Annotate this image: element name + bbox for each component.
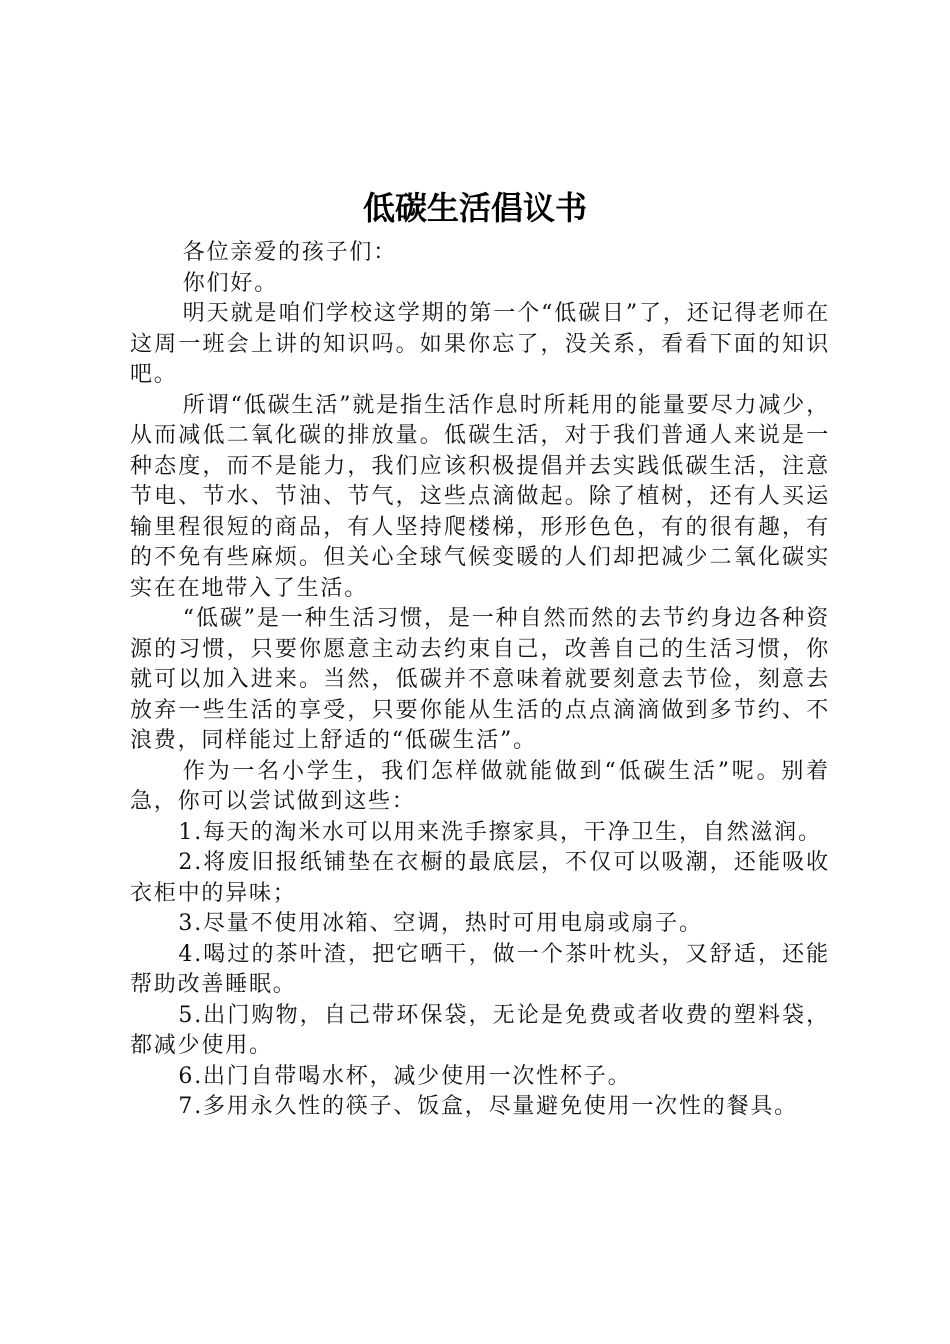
document-body	[130, 238, 830, 1123]
question-paragraph: 作为一名小学生，我们怎样做就能做到“低碳生活”呢。别着急，你可以尝试做到这些：	[130, 758, 830, 814]
tip-item: 5.出门购物，自己带环保袋，无论是免费或者收费的塑料袋，都减少使用。	[130, 1002, 830, 1058]
tip-item: 4.喝过的茶叶渣，把它晒干，做一个茶叶枕头，又舒适，还能帮助改善睡眠。	[130, 941, 830, 997]
greeting: 你们好。	[182, 270, 278, 296]
salutation: 各位亲爱的孩子们：	[182, 240, 397, 265]
tip-item: 3.尽量不使用冰箱、空调，热时可用电扇或扇子。	[178, 911, 703, 936]
definition-paragraph: 所谓“低碳生活”就是指生活作息时所耗用的能量要尽力减少，从而减低二氧化碳的排放量。低碳生活，对于我们普通人来说是一种态度，而不是能力，我们应该积极提倡并去实践低碳生活，注意节电、节水、节油、节气，这些点滴做起。除了植树，还有人买运输里程很短的商品，有人坚持爬楼梯，形形色色，有的很有趣，有的不免有些麻烦。但关心全球气候变暖的人们却把减少二氧化碳实实在在地带入了生活。	[130, 392, 830, 601]
habit-paragraph: “低碳”是一种生活习惯，是一种自然而然的去节约身边各种资源的习惯，只要你愿意主动去约束自己，改善自己的生活习惯，你就可以加入进来。当然，低碳并不意味着就要刻意去节俭，刻意去放弃一些生活的享受，只要你能从生活的点点滴滴做到多节约、不浪费，同样能过上舒适的“低碳生活”。	[130, 606, 830, 753]
tip-item: 7.多用永久性的筷子、饭盒，尽量避免使用一次性的餐具。	[178, 1094, 798, 1119]
intro-paragraph: 明天就是咱们学校这学期的第一个“低碳日”了，还记得老师在这周一班会上讲的知识吗。如果你忘了，没关系，看看下面的知识吧。	[130, 301, 830, 387]
tip-item: 6.出门自带喝水杯，减少使用一次性杯子。	[178, 1063, 632, 1089]
tip-item: 2.将废旧报纸铺垫在衣橱的最底层，不仅可以吸潮，还能吸收衣柜中的异味；	[130, 850, 830, 906]
tip-item: 1.每天的淘米水可以用来洗手擦家具，干净卫生，自然滋润。	[178, 819, 822, 845]
document-title: 低碳生活倡议书	[362, 189, 587, 227]
